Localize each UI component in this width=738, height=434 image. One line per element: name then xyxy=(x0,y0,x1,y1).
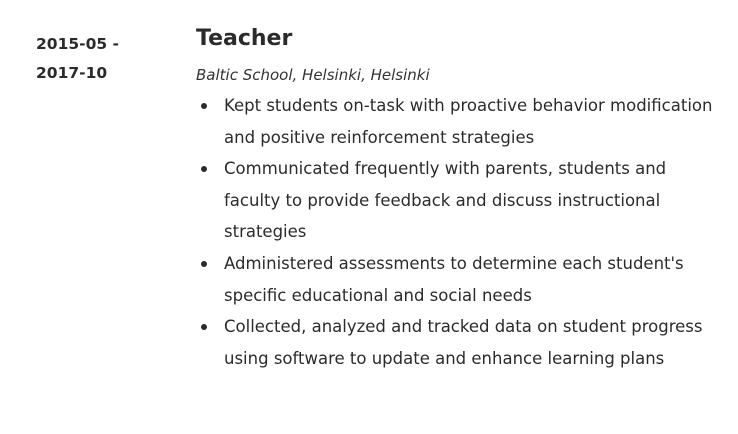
duty-item xyxy=(196,153,716,248)
duty-item xyxy=(196,248,716,311)
date-start: 2015-05 - xyxy=(36,35,119,53)
job-title: Teacher xyxy=(196,26,293,51)
duty-text: Kept students on-task with proactive behavior modification and positive reinforcement strategies xyxy=(224,96,713,147)
duty-item xyxy=(196,311,716,374)
duty-text: Collected, analyzed and tracked data on student progress using software to update and enhance learning plans xyxy=(224,317,703,368)
employment-dates xyxy=(36,30,176,88)
bullet-icon xyxy=(201,166,207,172)
entry-content xyxy=(196,22,716,374)
duty-text: Administered assessments to determine each student's specific educational and social needs xyxy=(224,253,684,305)
duties-list xyxy=(196,90,716,374)
duty-text: Communicated frequently with parents, students and faculty to provide feedback and discuss instructional strategies xyxy=(224,159,667,242)
bullet-icon xyxy=(201,261,207,267)
duty-item xyxy=(196,90,716,153)
date-end: 2017-10 xyxy=(36,64,108,82)
bullet-icon xyxy=(201,103,207,109)
bullet-icon xyxy=(201,324,207,330)
company-location: Baltic School, Helsinki, Helsinki xyxy=(196,66,430,84)
